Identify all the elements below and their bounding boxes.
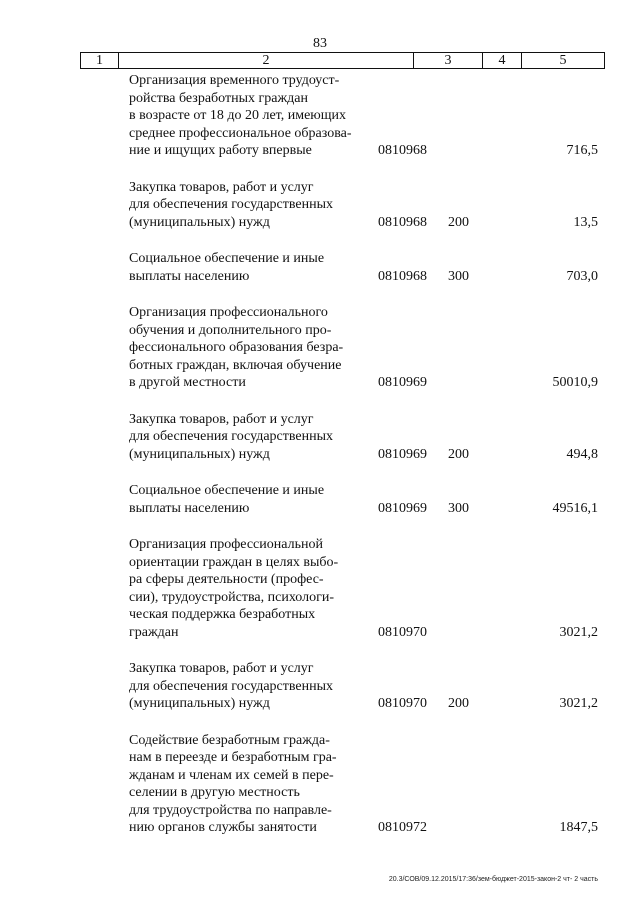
page-number: 83 <box>313 36 327 51</box>
description-line: ориентации граждан в целях выбо- <box>129 554 339 570</box>
row-description <box>129 482 363 517</box>
column-header-5: 5 <box>522 53 605 69</box>
description-line: Организация профессионального <box>129 305 328 320</box>
row-code: 0810968 <box>378 268 427 284</box>
description-line: обучения и дополнительного про- <box>129 322 332 338</box>
row-amount: 13,5 <box>573 214 598 230</box>
row-code: 0810969 <box>378 500 427 516</box>
description-line: Организация временного трудоуст- <box>129 73 340 88</box>
row-expense-type: 300 <box>448 500 469 516</box>
row-amount: 494,8 <box>566 446 598 462</box>
table-row <box>0 179 640 232</box>
row-amount: 50010,9 <box>552 375 598 390</box>
row-description <box>129 732 363 837</box>
description-line: среднее профессиональное образова- <box>129 125 352 141</box>
description-line: (муниципальных) нужд <box>129 446 270 462</box>
row-amount: 49516,1 <box>552 500 598 516</box>
description-line: Социальное обеспечение и иные <box>129 251 325 266</box>
row-amount: 1847,5 <box>559 820 598 835</box>
description-line: для трудоустройства по направле- <box>129 802 332 818</box>
description-line: Закупка товаров, работ и услуг <box>129 411 314 427</box>
description-line: жданам и членам их семей в пере- <box>129 767 334 783</box>
table-row <box>0 304 640 392</box>
description-line: для обеспечения государственных <box>129 429 333 444</box>
column-header-3: 3 <box>414 53 483 69</box>
description-line: в возрасте от 18 до 20 лет, имеющих <box>129 108 347 123</box>
row-amount: 716,5 <box>566 143 598 158</box>
row-code: 0810972 <box>378 820 427 835</box>
row-expense-type: 300 <box>448 268 469 284</box>
description-line: ческая поддержка безработных <box>129 607 316 622</box>
description-line: ройства безработных граждан <box>129 90 308 106</box>
column-header-4: 4 <box>483 53 522 69</box>
description-line: ботных граждан, включая обучение <box>129 357 342 373</box>
description-line: селении в другую местность <box>129 785 300 800</box>
column-header-2: 2 <box>119 53 414 69</box>
description-line: (муниципальных) нужд <box>129 214 270 230</box>
row-description <box>129 660 363 713</box>
footer-note: 20.3/СОВ/09.12.2015/17:36/зем-бюджет-2015-закон-2 чт- 2 часть <box>388 876 598 883</box>
description-line: Закупка товаров, работ и услуг <box>129 661 314 676</box>
row-amount: 703,0 <box>566 268 598 284</box>
table-row <box>0 411 640 464</box>
row-code: 0810970 <box>378 624 427 640</box>
row-code: 0810968 <box>378 214 427 230</box>
description-line: нию органов службы занятости <box>129 820 317 835</box>
description-line: ра сферы деятельности (профес- <box>129 572 324 587</box>
description-line: для обеспечения государственных <box>129 197 333 212</box>
description-line: для обеспечения государственных <box>129 678 333 694</box>
row-amount: 3021,2 <box>559 624 598 640</box>
row-code: 0810968 <box>378 143 427 158</box>
row-description <box>129 250 363 285</box>
row-description <box>129 304 363 392</box>
column-header-1: 1 <box>81 53 119 69</box>
row-code: 0810970 <box>378 696 427 711</box>
row-description <box>129 536 363 641</box>
table-row <box>0 660 640 713</box>
description-line: выплаты населению <box>129 268 250 284</box>
table-row <box>0 482 640 517</box>
table-row <box>0 250 640 285</box>
row-expense-type: 200 <box>448 214 469 230</box>
row-expense-type: 200 <box>448 696 469 711</box>
row-description <box>129 72 363 160</box>
description-line: ние и ищущих работу впервые <box>129 143 312 158</box>
description-line: в другой местности <box>129 375 246 390</box>
row-description <box>129 411 363 464</box>
row-code: 0810969 <box>378 446 427 462</box>
description-line: Социальное обеспечение и иные <box>129 483 325 498</box>
table-row <box>0 732 640 837</box>
description-line: граждан <box>129 624 179 640</box>
table-row <box>0 72 640 160</box>
row-code: 0810969 <box>378 375 427 390</box>
description-line: Содействие безработным гражда- <box>129 732 330 748</box>
description-line: выплаты населению <box>129 500 250 516</box>
description-line: фессионального образования безра- <box>129 340 344 355</box>
row-description <box>129 179 363 232</box>
table-header <box>80 52 605 69</box>
budget-rows <box>0 72 640 856</box>
description-line: сии), трудоустройства, психологи- <box>129 589 335 605</box>
table-row <box>0 536 640 641</box>
row-amount: 3021,2 <box>559 696 598 711</box>
description-line: (муниципальных) нужд <box>129 696 270 711</box>
description-line: нам в переезде и безработным гра- <box>129 750 337 765</box>
description-line: Организация профессиональной <box>129 537 323 552</box>
description-line: Закупка товаров, работ и услуг <box>129 179 314 195</box>
row-expense-type: 200 <box>448 446 469 462</box>
